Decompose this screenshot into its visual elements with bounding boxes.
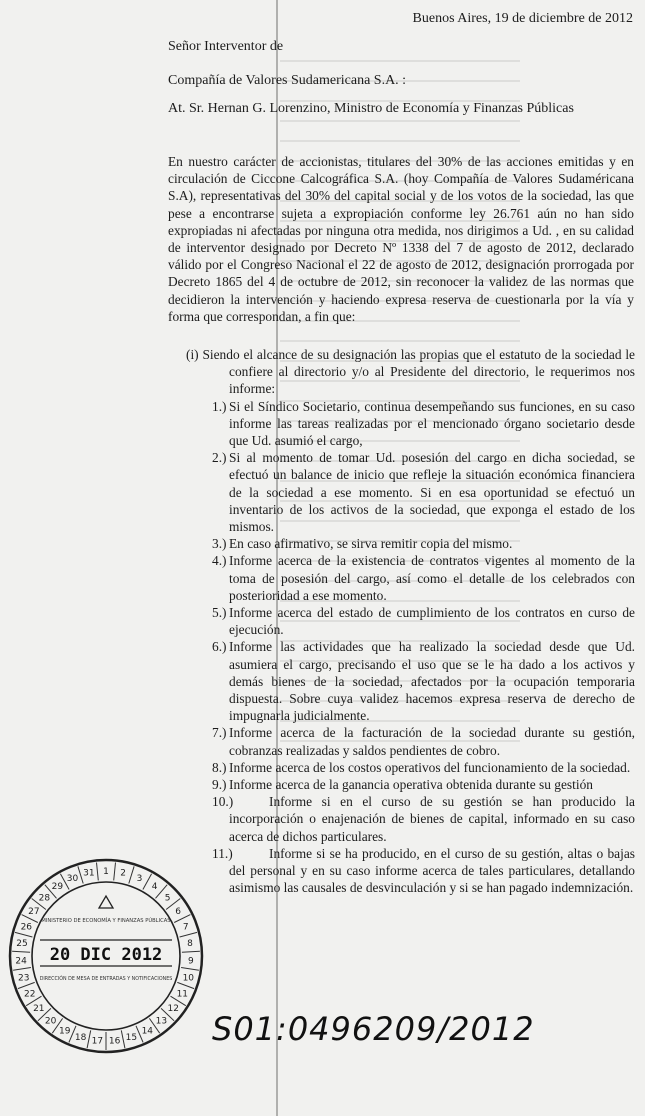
stamp-day-number: 30 (66, 873, 79, 884)
stamp-day-number: 15 (125, 1033, 138, 1044)
stamp-day-number: 8 (187, 939, 193, 950)
stamp-ring-tick (177, 982, 194, 988)
item-number: 8.) (212, 759, 227, 775)
item-text: Si al momento de tomar Ud. posesión del cargo en dicha sociedad, se efectuó un balance de inicio que refleje la situación económica financiera de la sociedad a ese momento. Si en esa oportunidad se efectuó un inventario de los activos de la sociedad, que exponga el estado de los mismos. (229, 450, 635, 535)
stamp-ring-tick (12, 951, 30, 952)
stamp-day-number: 4 (151, 882, 158, 893)
stamp-day-number: 11 (176, 989, 189, 1000)
stamp-day-number: 3 (136, 873, 143, 884)
request-item (186, 724, 635, 758)
point-i-heading: (i) Siendo el alcance de su designación las propias que el estatuto de la sociedad le confiere al directorio y/o al Presidente del directorio, le requerimos nos informe: (186, 347, 635, 397)
request-item (186, 793, 635, 845)
stamp-day-number: 28 (38, 893, 51, 904)
item-number: 11.) (212, 845, 233, 861)
stamp-day-number: 23 (17, 973, 30, 984)
stamp-day-number: 1 (103, 867, 109, 877)
stamp-ring-tick (182, 951, 200, 952)
stamp-day-number: 18 (74, 1033, 87, 1044)
stamp-day-number: 29 (51, 882, 64, 893)
stamp-ring-tick (18, 982, 35, 988)
stamp-ring-tick (87, 1030, 91, 1048)
letter-date: Buenos Aires, 19 de diciembre de 2012 (412, 11, 633, 26)
attention-line: At. Sr. Hernan G. Lorenzino, Ministro de Economía y Finanzas Públicas (168, 101, 574, 116)
request-item (186, 535, 635, 552)
stamp-graphic (6, 856, 206, 1056)
item-text: Informe acerca de la existencia de contratos vigentes al momento de la toma de posesión del cargo, así como el detalle de los celebrados con posterioridad a ese momento. (229, 553, 635, 603)
item-text: Informe acerca de la ganancia operativa obtenida durante su gestión (229, 777, 593, 793)
item-text: Si el Síndico Societario, continua desempeñando sus funciones, en su caso informe las tareas realizadas por el mencionado órgano societario desde que Ud. asumió el cargo, (229, 398, 635, 449)
stamp-day-number: 22 (23, 989, 36, 1000)
stamp-ring-tick (114, 863, 116, 881)
stamp-emblem-icon (99, 896, 113, 908)
stamp-ring-tick (15, 932, 32, 937)
item-text: Informe acerca de los costos operativos del funcionamiento de la sociedad. (229, 759, 631, 775)
stamp-lower-text: DIRECCIÓN DE MESA DE ENTRADAS Y NOTIFICACIONES (39, 977, 173, 982)
stamp-ring-tick (181, 968, 199, 971)
stamp-day-number: 2 (120, 868, 126, 879)
item-number: 6.) (212, 639, 227, 655)
stamp-day-number: 14 (141, 1026, 154, 1037)
stamp-ring-tick (13, 968, 31, 971)
request-item (186, 759, 635, 776)
stamp-day-number: 13 (155, 1016, 168, 1027)
addressee-line-1: Señor Interventor de (168, 39, 284, 54)
stamp-upper-text: MINISTERIO DE ECONOMÍA Y FINANZAS PÚBLICAS (41, 918, 171, 924)
item-number: 1.) (212, 398, 227, 414)
request-item (186, 845, 635, 897)
request-item (186, 776, 635, 793)
request-item (186, 449, 635, 535)
request-item (186, 638, 635, 724)
stamp-ring-tick (121, 1030, 125, 1048)
stamp-day-number: 12 (167, 1004, 179, 1014)
reception-stamp (6, 856, 206, 1061)
stamp-day-number: 20 (44, 1016, 57, 1027)
request-list (186, 398, 635, 897)
stamp-day-number: 19 (58, 1026, 71, 1037)
item-text: Informe si en el curso de su gestión se han producido la incorporación o enajenación de bienes de capital, informado en su caso acerca de dichos particulares. (229, 794, 635, 844)
item-number: 4.) (212, 553, 227, 569)
item-number: 3.) (212, 536, 227, 552)
stamp-day-number: 21 (33, 1004, 45, 1014)
stamp-ring-tick (129, 866, 134, 883)
stamp-ring-tick (143, 874, 152, 890)
handwritten-file-number: S01:0496209/2012 (212, 1010, 535, 1048)
item-text: Informe si se ha producido, en el curso de su gestión, altas o bajas del personal y en su caso informe acerca de tales particulares, detallando asimismo las causales de desvinculación y si se han pagado indemnización. (229, 845, 635, 896)
request-item (186, 552, 635, 604)
stamp-day-number: 26 (20, 922, 33, 933)
stamp-day-number: 10 (182, 973, 195, 984)
request-item (186, 398, 635, 450)
item-number: 5.) (212, 605, 227, 621)
stamp-ring-tick (180, 932, 197, 937)
stamp-day-number: 24 (15, 956, 27, 967)
item-text: En caso afirmativo, se sirva remitir copia del mismo. (229, 536, 513, 552)
stamp-day-number: 5 (164, 893, 171, 904)
stamp-day-number: 16 (108, 1036, 121, 1047)
stamp-day-number: 17 (91, 1036, 104, 1047)
stamp-ring-tick (97, 863, 99, 881)
letter-body-paragraph: En nuestro carácter de accionistas, titulares del 30% de las acciones emitidas y en circulación de Ciccone Calcográfica S.A. (hoy Compañía de Valores Sudaméricana S.A), representativas del 30% del capital social y de los votos de la sociedad, las que pese a encontrarse sujeta a expropiación conforme ley 26.761 aún no han sido expropiadas ni afectadas por ninguna otra medida, nos dirigimos a Ud. , en su calidad de interventor designado por Decreto Nº 1338 del 7 de agosto de 2012, declarado válido por el Congreso Nacional el 22 de agosto de 2012, designación prorrogada por Decreto 1865 del 4 de octubre de 2012, sin reconocer la validez de las normas que decidieron la intervención y haciendo expresa reserva de cuestionarla por la vía y forma que correspondan, a fin que: (168, 154, 634, 324)
item-text: Informe acerca del estado de cumplimiento de los contratos en curso de ejecución. (229, 605, 635, 638)
stamp-day-number: 7 (182, 922, 189, 933)
stamp-date: 20 DIC 2012 (49, 945, 163, 965)
addressee-line-2: Compañía de Valores Sudamericana S.A. : (168, 73, 407, 88)
request-item (186, 604, 635, 638)
item-number: 10.) (212, 794, 234, 810)
item-text: Informe acerca de la facturación de la sociedad durante su gestión, cobranzas realizadas y saldos pendientes de cobro. (229, 725, 635, 758)
stamp-day-number: 27 (28, 907, 40, 917)
stamp-day-number: 25 (16, 939, 28, 950)
item-number: 7.) (212, 725, 227, 741)
stamp-day-number: 6 (175, 907, 181, 917)
stamp-day-number: 31 (83, 868, 95, 879)
item-number: 9.) (212, 777, 227, 793)
stamp-day-number: 9 (188, 956, 194, 967)
item-text: Informe las actividades que ha realizado la sociedad desde que Ud. asumiera el cargo, precisando el uso que se le ha dado a los activos y demás bienes de la sociedad, afectados por la ocupación temporaria dispuesta. Sobre cuya validez hacemos expresa reserva de derecho de impugnarla judicialmente. (229, 639, 635, 724)
point-i-block (186, 346, 635, 897)
item-number: 2.) (212, 450, 227, 466)
